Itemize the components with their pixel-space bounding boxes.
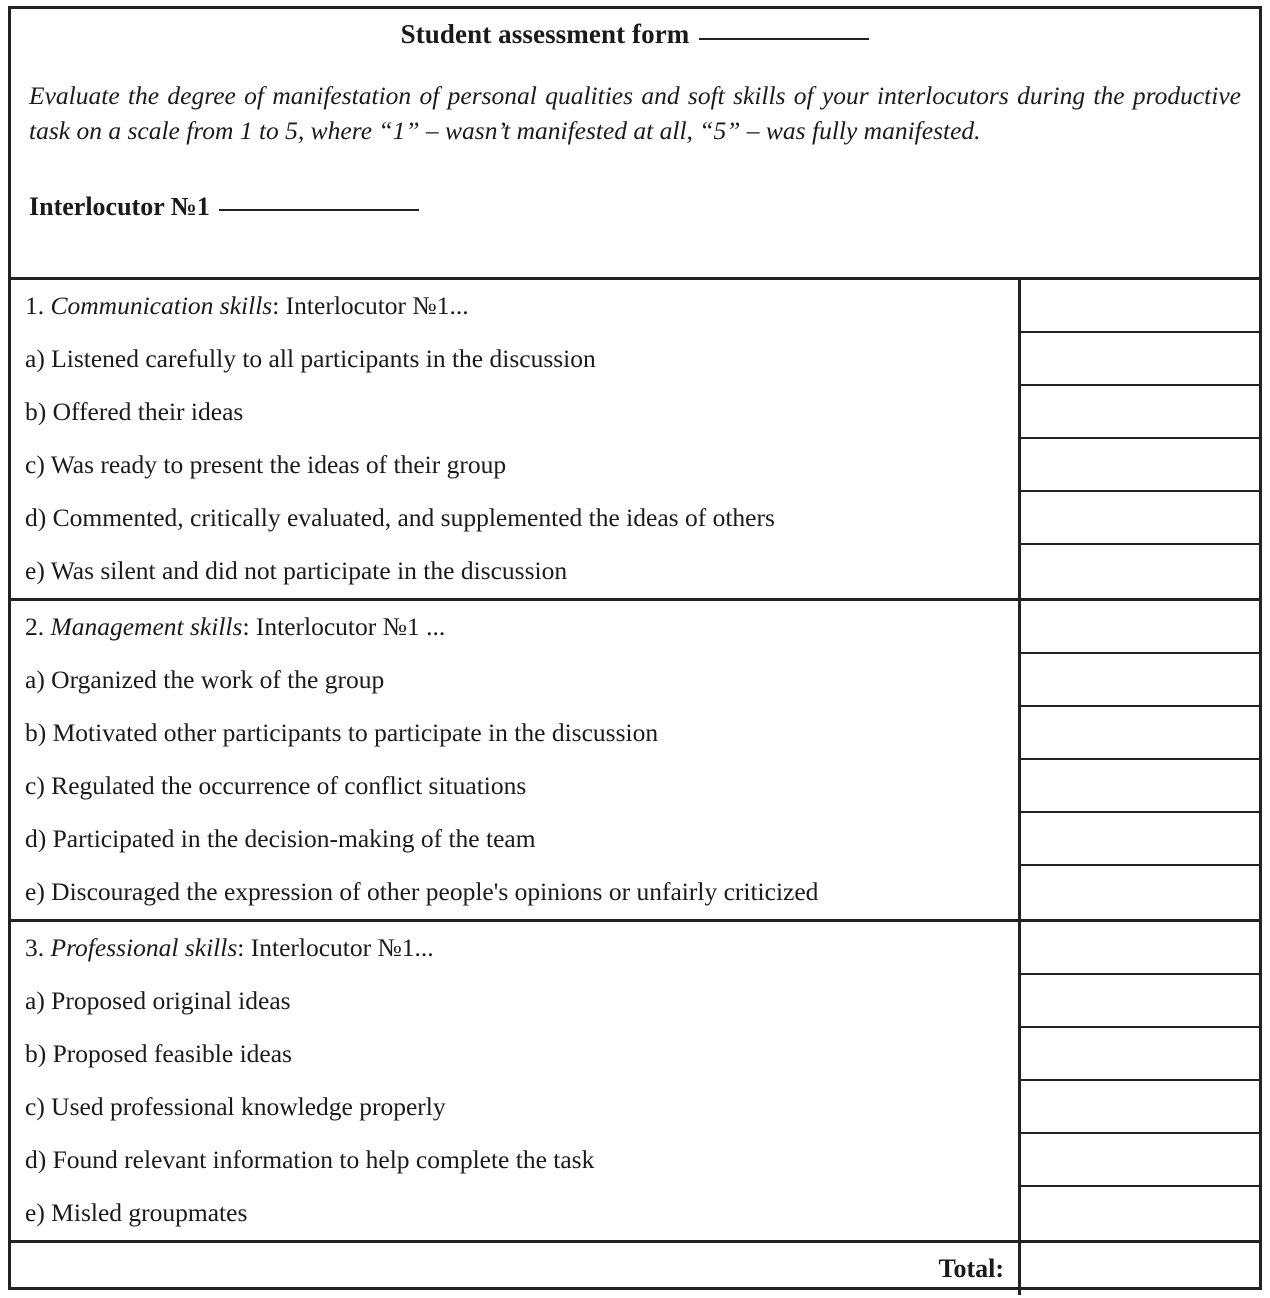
score-input-cell[interactable] xyxy=(1021,1081,1259,1134)
section-communication-skills xyxy=(11,280,1259,601)
list-item: b) Offered their ideas xyxy=(25,397,244,427)
instructions-paragraph: Evaluate the degree of manifestation of personal qualities and soft skills of your interlocutors during the productive task on a scale from 1 to 5, where “1” – wasn’t manifested at all, “5” – was fully manifested. xyxy=(29,80,1241,145)
score-input-cell[interactable] xyxy=(1021,975,1259,1028)
list-item: a) Proposed original ideas xyxy=(25,986,291,1016)
score-input-cell[interactable] xyxy=(1021,1134,1259,1187)
list-item: d) Commented, critically evaluated, and supplemented the ideas of others xyxy=(25,503,775,533)
list-item: e) Was silent and did not participate in the discussion xyxy=(25,556,568,586)
score-input-cell[interactable] xyxy=(1021,654,1259,707)
score-input-cell[interactable] xyxy=(1021,760,1259,813)
score-input-cell[interactable] xyxy=(1021,1187,1259,1240)
section-1-number: 1. xyxy=(25,291,45,321)
score-input-cell[interactable] xyxy=(1021,333,1259,386)
section-3-number: 3. xyxy=(25,933,45,963)
title-blank-line[interactable] xyxy=(699,38,869,40)
total-label: Total: xyxy=(11,1243,1021,1295)
section-3-heading xyxy=(11,922,1018,975)
score-input-cell[interactable] xyxy=(1021,922,1259,975)
page-title-text: Student assessment form xyxy=(400,19,690,49)
section-3-skill-name: Professional skills xyxy=(50,933,238,963)
section-1-questions xyxy=(11,280,1021,598)
total-value-cell[interactable] xyxy=(1021,1243,1259,1295)
form-outer-frame xyxy=(8,6,1262,1290)
list-item: b) Motivated other participants to participate in the discussion xyxy=(25,718,659,748)
section-2-heading-rest: : Interlocutor №1 ... xyxy=(242,612,446,642)
section-2-number: 2. xyxy=(25,612,45,642)
section-3-questions xyxy=(11,922,1021,1240)
interlocutor-heading xyxy=(29,193,1243,222)
list-item: e) Discouraged the expression of other people's opinions or unfairly criticized xyxy=(25,877,819,907)
score-input-cell[interactable] xyxy=(1021,707,1259,760)
section-2-skill-name: Management skills xyxy=(50,612,243,642)
interlocutor-blank-line[interactable] xyxy=(219,209,419,211)
score-input-cell[interactable] xyxy=(1021,439,1259,492)
form-header xyxy=(11,9,1259,277)
section-professional-skills xyxy=(11,922,1259,1243)
page-title xyxy=(27,20,1243,50)
section-management-skills xyxy=(11,601,1259,922)
list-item: e) Misled groupmates xyxy=(25,1198,248,1228)
section-1-heading xyxy=(11,280,1018,333)
list-item: c) Regulated the occurrence of conflict situations xyxy=(25,771,527,801)
score-input-cell[interactable] xyxy=(1021,601,1259,654)
score-input-cell[interactable] xyxy=(1021,813,1259,866)
list-item: a) Listened carefully to all participants in the discussion xyxy=(25,344,596,374)
score-input-cell[interactable] xyxy=(1021,386,1259,439)
list-item: c) Used professional knowledge properly xyxy=(25,1092,446,1122)
section-2-questions xyxy=(11,601,1021,919)
list-item: c) Was ready to present the ideas of their group xyxy=(25,450,507,480)
interlocutor-heading-text: Interlocutor №1 xyxy=(29,192,210,222)
total-row xyxy=(11,1243,1259,1295)
list-item: d) Found relevant information to help complete the task xyxy=(25,1145,595,1175)
score-input-cell[interactable] xyxy=(1021,545,1259,598)
section-2-score-column xyxy=(1021,601,1259,919)
score-input-cell[interactable] xyxy=(1021,280,1259,333)
score-input-cell[interactable] xyxy=(1021,492,1259,545)
section-1-score-column xyxy=(1021,280,1259,598)
score-input-cell[interactable] xyxy=(1021,1028,1259,1081)
list-item: d) Participated in the decision-making of the team xyxy=(25,824,536,854)
assessment-table xyxy=(11,277,1259,1295)
section-3-score-column xyxy=(1021,922,1259,1240)
section-1-heading-rest: : Interlocutor №1... xyxy=(272,291,469,321)
section-1-skill-name: Communication skills xyxy=(50,291,273,321)
list-item: b) Proposed feasible ideas xyxy=(25,1039,292,1069)
section-2-heading xyxy=(11,601,1018,654)
section-3-heading-rest: : Interlocutor №1... xyxy=(237,933,434,963)
score-input-cell[interactable] xyxy=(1021,866,1259,919)
list-item: a) Organized the work of the group xyxy=(25,665,385,695)
